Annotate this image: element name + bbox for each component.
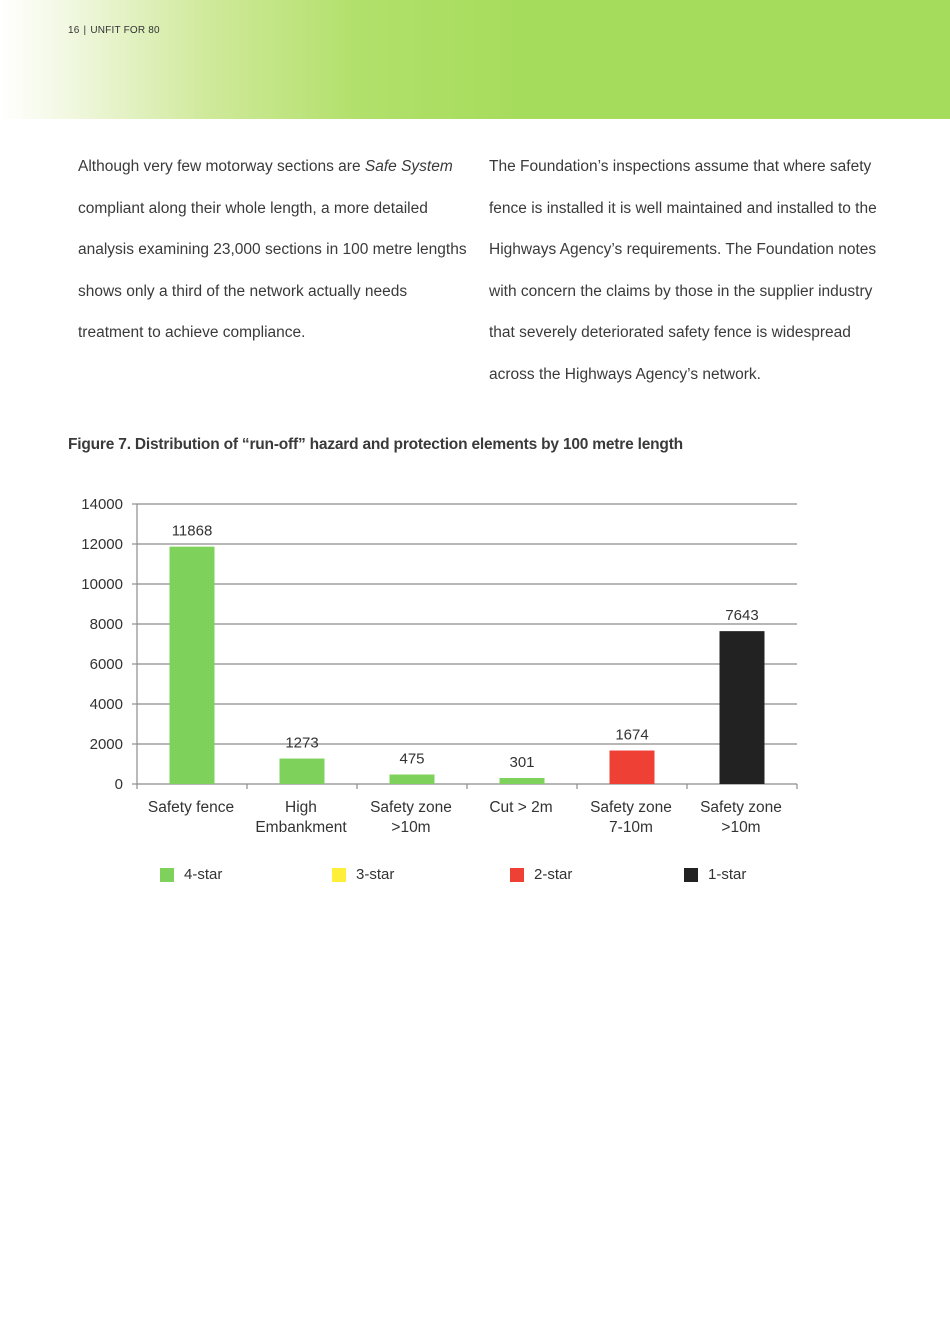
legend-swatch (684, 868, 698, 882)
x-tick-label: 7-10m (609, 819, 653, 836)
y-tick-label: 4000 (89, 696, 123, 713)
x-tick-label: >10m (391, 819, 431, 836)
x-tick-label: Safety zone (590, 799, 672, 816)
body-right-column (489, 146, 881, 395)
legend-item (332, 866, 394, 883)
document-title: UNFIT FOR 80 (90, 25, 160, 36)
bar (720, 631, 765, 784)
x-tick-label: Safety zone (700, 799, 782, 816)
data-label: 7643 (725, 607, 759, 625)
legend-label: 4-star (184, 866, 223, 883)
left-text-end: compliant along their whole length, a more detailed analysis examining 23,000 sections in 100 metre lengths shows only a third of the network actually needs treatment to achieve compliance. (78, 199, 467, 341)
header-band (0, 0, 950, 119)
bar-chart (0, 480, 950, 860)
y-tick-label: 14000 (81, 496, 123, 513)
header-separator: | (83, 25, 87, 36)
figure-caption: Figure 7. Distribution of “run-off” hazard and protection elements by 100 metre length (68, 436, 683, 453)
bar (280, 759, 325, 784)
legend-label: 3-star (356, 866, 395, 883)
y-tick-label: 12000 (81, 536, 123, 553)
bar (390, 775, 435, 785)
x-tick-label: >10m (721, 819, 761, 836)
left-paragraph (78, 146, 474, 354)
body-left-column (78, 146, 474, 354)
legend-item (160, 866, 222, 883)
x-tick-label: High (285, 799, 317, 816)
bar (170, 547, 215, 784)
x-tick-label: Embankment (255, 819, 347, 836)
y-tick-label: 8000 (89, 616, 123, 633)
data-label: 11868 (171, 522, 213, 540)
page-header (68, 25, 160, 36)
right-paragraph: The Foundation’s inspections assume that where safety fence is installed it is well maintained and installed to the Highways Agency’s requirements. The Foundation notes with concern the claims by those in the supplier industry that severely deteriorated safety fence is widespread across the Highways Agency’s network. (489, 158, 877, 383)
x-tick-label: Cut > 2m (489, 799, 553, 816)
data-label: 1273 (285, 734, 319, 752)
legend-swatch (332, 868, 346, 882)
legend-item (510, 866, 572, 883)
x-tick-label: Safety zone (370, 799, 452, 816)
y-tick-label: 2000 (89, 736, 123, 753)
legend-label: 2-star (534, 866, 573, 883)
left-text-italic: Safe System (364, 158, 453, 175)
legend-label: 1-star (708, 866, 747, 883)
page-number: 16 (68, 25, 80, 36)
y-tick-label: 6000 (89, 656, 123, 673)
legend-swatch (510, 868, 524, 882)
legend-swatch (160, 868, 174, 882)
legend-item (684, 866, 746, 883)
y-tick-label: 10000 (81, 576, 123, 593)
data-label: 301 (509, 753, 535, 771)
left-text-start: Although very few motorway sections are (78, 158, 365, 175)
x-tick-label: Safety fence (147, 799, 235, 816)
chart-legend (0, 866, 950, 890)
y-tick-label: 0 (114, 776, 123, 793)
bar (500, 778, 545, 784)
data-label: 475 (399, 750, 425, 768)
bar (610, 751, 655, 784)
data-label: 1674 (615, 726, 649, 744)
